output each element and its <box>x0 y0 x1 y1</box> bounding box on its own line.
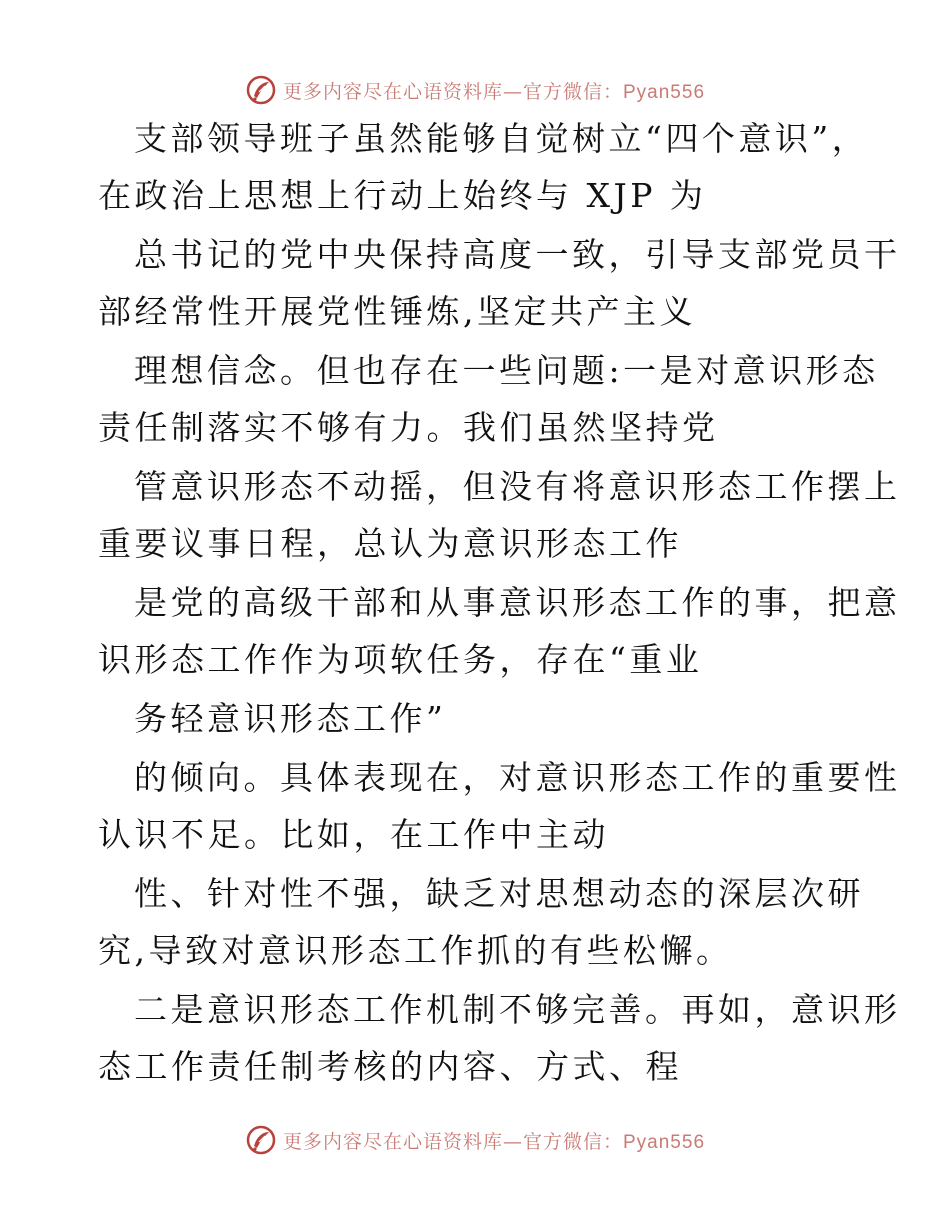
header-wechat-id: Pyan556 <box>623 81 706 103</box>
body-line-4: 部经常性开展党性锤炼,坚定共产主义 <box>98 292 696 331</box>
body-line-9: 是党的高级干部和从事意识形态工作的事，把意 <box>134 583 901 622</box>
body-line-16: 二是意识形态工作机制不够完善。再如，意识形 <box>134 990 901 1029</box>
body-line-2: 在政治上思想上行动上始终与 XJP 为 <box>98 176 707 215</box>
document-body <box>98 119 901 1086</box>
header-banner-text: 更多内容尽在心语资料库—官方微信：Pyan556 <box>282 80 706 103</box>
brand-logo-icon <box>245 74 277 106</box>
body-line-1: 支部领导班子虽然能够自觉树立“四个意识”， <box>134 119 869 158</box>
body-line-17: 态工作责任制考核的内容、方式、程 <box>98 1047 682 1086</box>
body-line-6: 责任制落实不够有力。我们虽然坚持党 <box>98 408 719 447</box>
body-line-10: 识形态工作作为项软任务，存在“重业 <box>98 640 703 679</box>
footer-watermark-banner <box>0 1120 950 1160</box>
body-line-5: 理想信念。但也存在一些问题:一是对意识形态 <box>134 351 879 390</box>
body-line-8: 重要议事日程，总认为意识形态工作 <box>98 524 682 563</box>
body-line-12: 的倾向。具体表现在，对意识形态工作的重要性 <box>134 758 901 797</box>
brand-logo-icon <box>245 1124 277 1156</box>
footer-banner-text: 更多内容尽在心语资料库—官方微信：Pyan556 <box>282 1130 706 1153</box>
body-line-13: 认识不足。比如，在工作中主动 <box>98 815 609 854</box>
body-line-11: 务轻意识形态工作” <box>134 699 447 738</box>
header-watermark-banner <box>0 70 950 110</box>
body-line-3: 总书记的党中央保持高度一致，引导支部党员干 <box>134 235 901 274</box>
body-line-15: 究,导致对意识形态工作抓的有些松懈。 <box>98 931 733 970</box>
body-line-7: 管意识形态不动摇，但没有将意识形态工作摆上 <box>134 467 901 506</box>
footer-wechat-id: Pyan556 <box>623 1131 706 1153</box>
body-line-14: 性、针对性不强，缺乏对思想动态的深层次研 <box>134 874 864 913</box>
